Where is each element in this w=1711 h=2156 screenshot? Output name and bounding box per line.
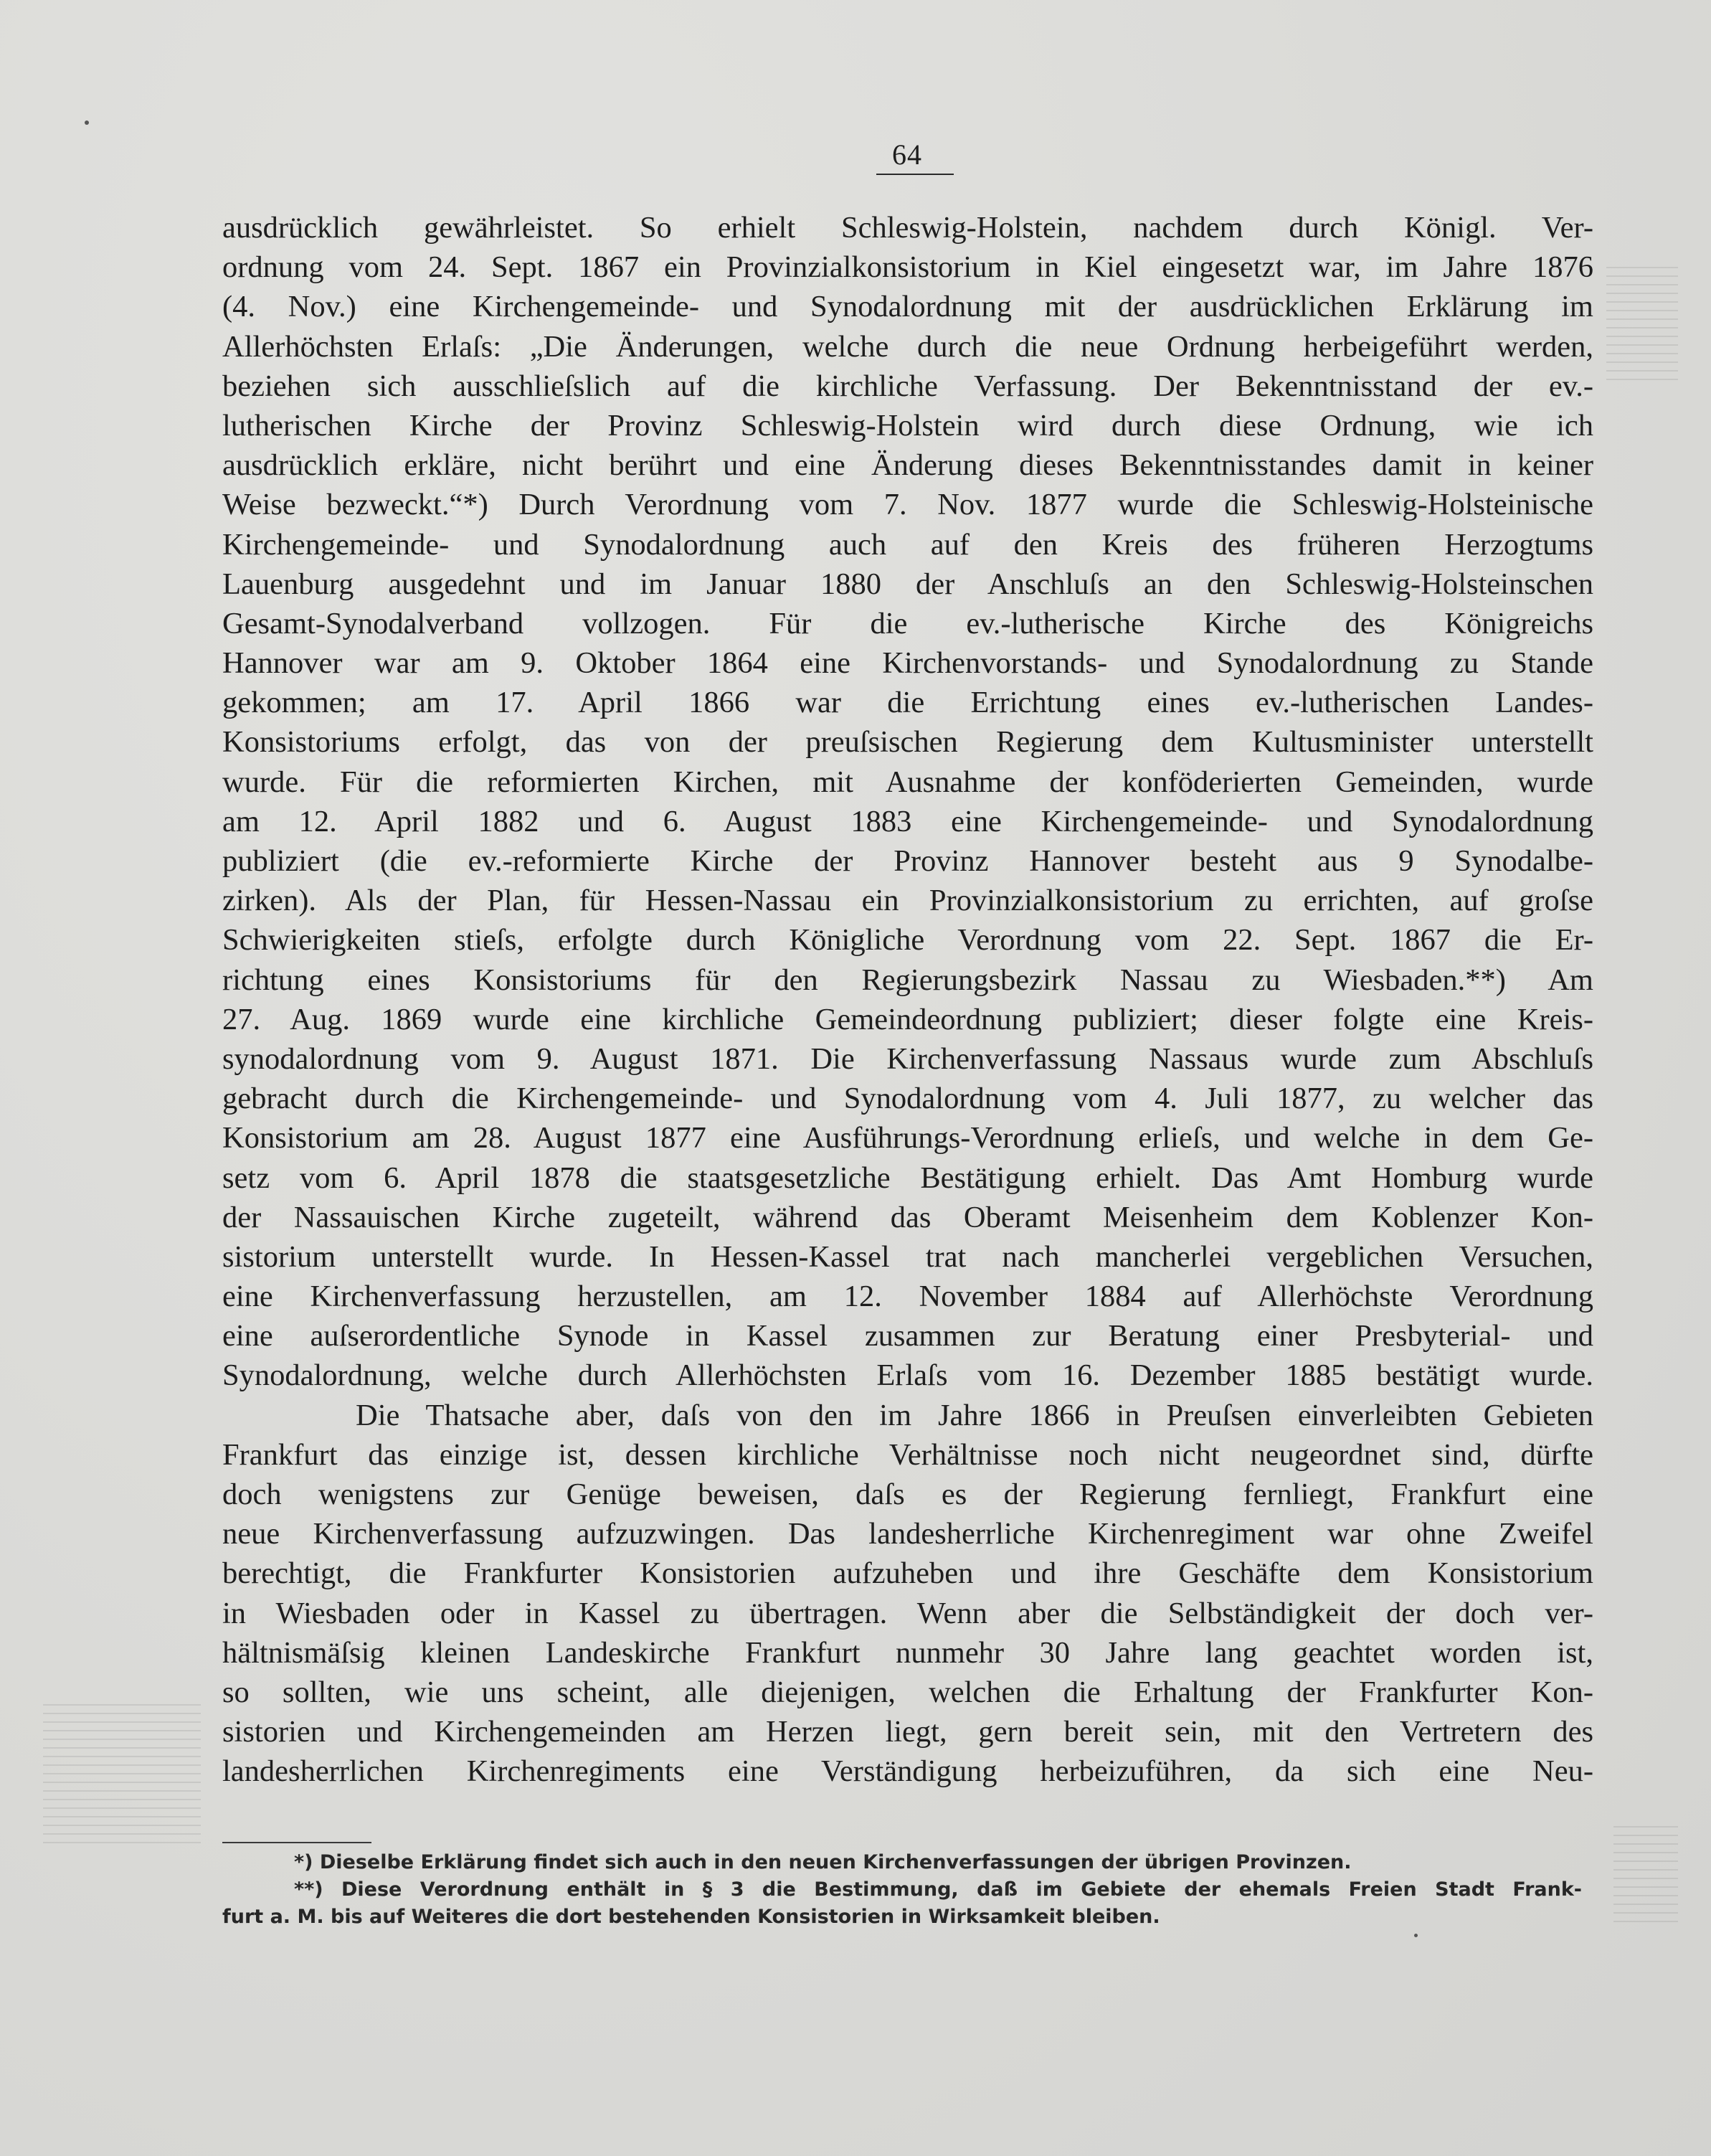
paragraph-1 — [222, 208, 1593, 1396]
text-line: ausdrücklich erkläre, nicht berührt und eine Änderung dieses Bekenntnisstandes damit in keiner — [222, 448, 1593, 483]
text-line: Gesamt-Synodalverband vollzogen. Für die ev.-lutherische Kirche des Königreichs — [222, 606, 1593, 640]
text-line: Konsistoriums erfolgt, das von der preuſsischen Regierung dem Kultusminister unterstellt — [222, 725, 1593, 760]
scan-speck — [1414, 1934, 1418, 1937]
text-line: beziehen sich ausschlieſslich auf die kirchliche Verfassung. Der Bekenntnisstand der ev.- — [222, 369, 1593, 403]
text-line: ausdrücklich gewährleistet. So erhielt Schleswig-Holstein, nachdem durch Königl. Ver- — [222, 211, 1593, 245]
text-line: Kirchengemeinde- und Synodalordnung auch auf den Kreis des früheren Herzogtums — [222, 527, 1593, 562]
text-line: Frankfurt das einzige ist, dessen kirchliche Verhältnisse noch nicht neugeordnet sind, dürfte — [222, 1437, 1593, 1472]
text-line: Hannover war am 9. Oktober 1864 eine Kirchenvorstands- und Synodalordnung zu Stande — [222, 646, 1593, 681]
footnote-1: *) Dieselbe Erklärung findet sich auch in den neuen Kirchenverfassungen der übrigen Provinzen. — [294, 1851, 1352, 1873]
text-line: Weise bezweckt.“*) Durch Verordnung vom 7. Nov. 1877 wurde die Schleswig-Holsteinische — [222, 488, 1593, 522]
footnotes — [222, 1849, 1582, 1931]
text-line: gekommen; am 17. April 1866 war die Errichtung eines ev.-lutherischen Landes- — [222, 686, 1593, 720]
text-line: Lauenburg ausgedehnt und im Januar 1880 der Anschluſs an den Schleswig-Holsteinschen — [222, 567, 1593, 601]
text-line: Synodalordnung, welche durch Allerhöchsten Erlaſs vom 16. Dezember 1885 bestätigt wurde. — [222, 1358, 1593, 1393]
text-line: am 12. April 1882 und 6. August 1883 eine Kirchengemeinde- und Synodalordnung — [222, 804, 1593, 838]
text-line: doch wenigstens zur Genüge beweisen, daſs es der Regierung fernliegt, Frankfurt eine — [222, 1477, 1593, 1511]
text-line: sistorien und Kirchengemeinden am Herzen liegt, gern bereit sein, mit den Vertretern des — [222, 1715, 1593, 1749]
text-line: in Wiesbaden oder in Kassel zu übertragen. Wenn aber die Selbständigkeit der doch ver- — [222, 1596, 1593, 1630]
text-line: sistorium unterstellt wurde. In Hessen-Kassel trat nach mancherlei vergeblichen Versuchen, — [222, 1239, 1593, 1274]
page-number-rule — [876, 174, 954, 175]
text-line: Konsistorium am 28. August 1877 eine Ausführungs-Verordnung erlieſs, und welche in dem Ge- — [222, 1121, 1593, 1155]
bleed-through-mark — [1606, 265, 1678, 380]
text-line: richtung eines Konsistoriums für den Regierungsbezirk Nassau zu Wiesbaden.**) Am — [222, 963, 1593, 997]
text-line: der Nassauischen Kirche zugeteilt, während das Oberamt Meisenheim dem Koblenzer Kon- — [222, 1200, 1593, 1234]
bleed-through-mark — [43, 1700, 201, 1843]
text-line: ordnung vom 24. Sept. 1867 ein Provinzialkonsistorium in Kiel eingesetzt war, im Jahre 1876 — [222, 250, 1593, 285]
text-line: synodalordnung vom 9. August 1871. Die Kirchenverfassung Nassaus wurde zum Abschluſs — [222, 1041, 1593, 1076]
text-line: zirken). Als der Plan, für Hessen-Nassau ein Provinzialkonsistorium zu errichten, auf groſse — [222, 884, 1593, 918]
text-line: wurde. Für die reformierten Kirchen, mit Ausnahme der konföderierten Gemeinden, wurde — [222, 765, 1593, 799]
text-line: Schwierigkeiten stieſs, erfolgte durch Königliche Verordnung vom 22. Sept. 1867 die Er- — [222, 923, 1593, 958]
text-line: (4. Nov.) eine Kirchengemeinde- und Synodalordnung mit der ausdrücklichen Erklärung im — [222, 290, 1593, 324]
footnote-2: **) Diese Verordnung enthält in § 3 die Bestimmung, daß im Gebiete der ehemals Freien Stadt Frank- — [294, 1878, 1582, 1901]
footnote-rule — [222, 1842, 371, 1843]
scan-speck — [85, 120, 89, 125]
text-line: berechtigt, die Frankfurter Konsistorien aufzuheben und ihre Geschäfte dem Konsistorium — [222, 1556, 1593, 1591]
text-line: publiziert (die ev.-reformierte Kirche der Provinz Hannover besteht aus 9 Synodalbe- — [222, 844, 1593, 878]
page-number: 64 — [892, 138, 922, 171]
text-line: eine auſserordentliche Synode in Kassel zusammen zur Beratung einer Presbyterial- und — [222, 1319, 1593, 1353]
body-text — [222, 208, 1593, 1792]
text-line: setz vom 6. April 1878 die staatsgesetzliche Bestätigung erhielt. Das Amt Homburg wurde — [222, 1160, 1593, 1195]
text-line: Die Thatsache aber, daſs von den im Jahre 1866 in Preuſsen einverleibten Gebieten — [356, 1398, 1593, 1432]
text-line: lutherischen Kirche der Provinz Schleswig-Holstein wird durch diese Ordnung, wie ich — [222, 408, 1593, 443]
footnote-2-continued: furt a. M. bis auf Weiteres die dort bestehenden Konsistorien in Wirksamkeit bleiben. — [222, 1906, 1160, 1928]
text-line: landesherrlichen Kirchenregiments eine Verständigung herbeizuführen, da sich eine Neu- — [222, 1754, 1593, 1789]
text-line: so sollten, wie uns scheint, alle diejenigen, welchen die Erhaltung der Frankfurter Kon- — [222, 1675, 1593, 1709]
text-line: 27. Aug. 1869 wurde eine kirchliche Gemeindeordnung publiziert; dieser folgte eine Kreis- — [222, 1002, 1593, 1036]
text-line: Allerhöchsten Erlaſs: „Die Änderungen, welche durch die neue Ordnung herbeigeführt werden, — [222, 329, 1593, 364]
text-line: neue Kirchenverfassung aufzuzwingen. Das landesherrliche Kirchenregiment war ohne Zweifel — [222, 1517, 1593, 1551]
bleed-through-mark — [1613, 1822, 1678, 1922]
text-line: gebracht durch die Kirchengemeinde- und Synodalordnung vom 4. Juli 1877, zu welcher das — [222, 1082, 1593, 1116]
text-line: eine Kirchenverfassung herzustellen, am 12. November 1884 auf Allerhöchste Verordnung — [222, 1280, 1593, 1314]
text-line: hältnismäſsig kleinen Landeskirche Frankfurt nunmehr 30 Jahre lang geachtet worden ist, — [222, 1635, 1593, 1670]
paragraph-2 — [222, 1396, 1593, 1792]
